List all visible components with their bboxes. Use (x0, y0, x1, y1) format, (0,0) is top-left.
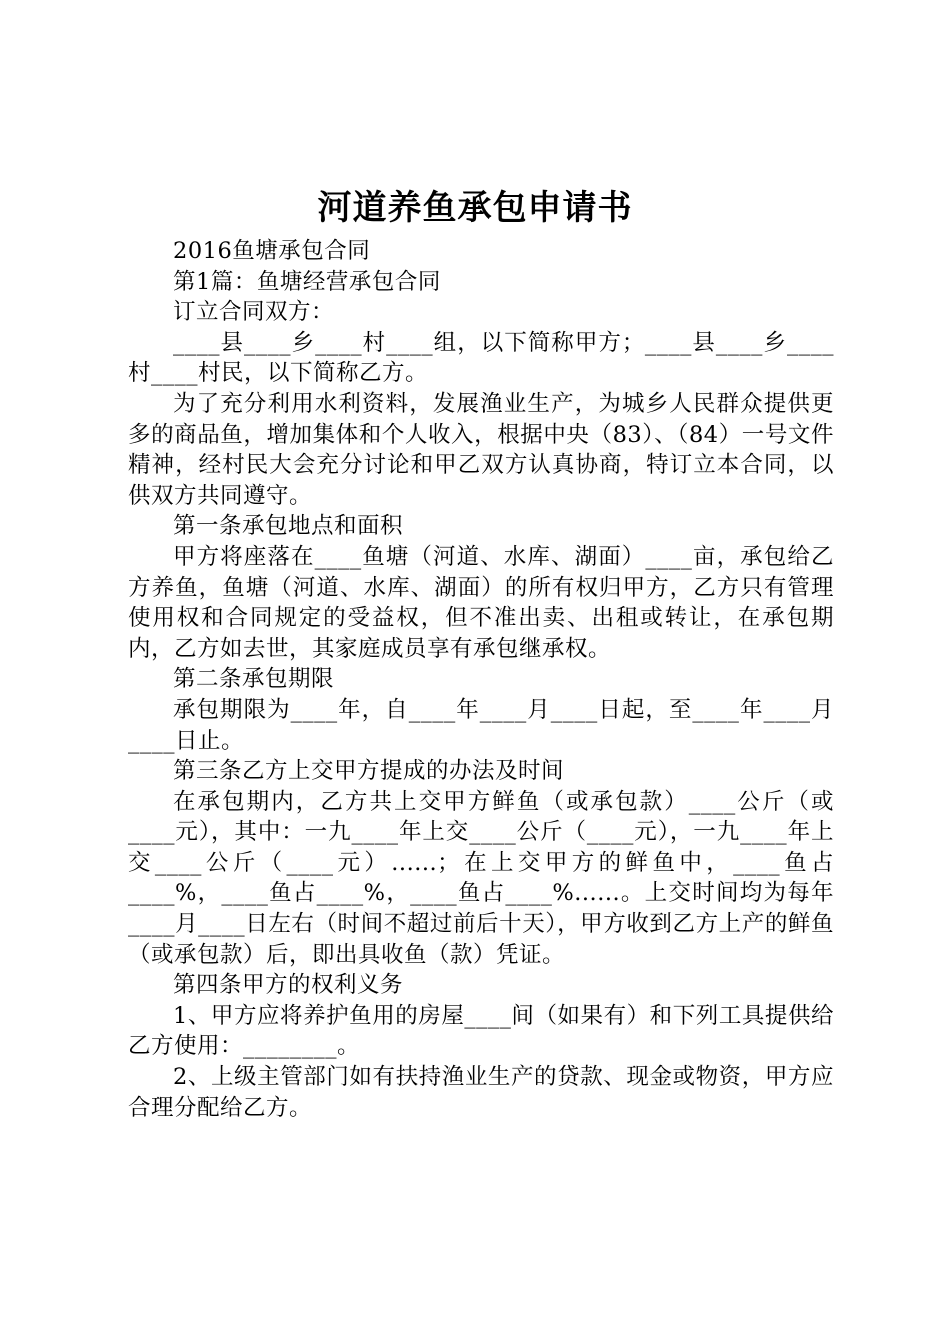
section-4-item-1: 1、甲方应将养护鱼用的房屋____间（如果有）和下列工具提供给乙方使用：________。 (128, 1002, 834, 1060)
section-body-3: 在承包期内，乙方共上交甲方鲜鱼（或承包款）____公斤（或____元），其中：一九____年上交____公斤（____元），一九____年上交____公斤（____元）......；在上交甲方的鲜鱼中，____鱼占____%，____鱼占____%，____鱼占____%......。上交时间均为每年____月____日左右（时间不超过前后十天），甲方收到乙方上产的鲜鱼（或承包款）后，即出具收鱼（款）凭证。 (128, 788, 834, 968)
section-4-item-2: 2、上级主管部门如有扶持渔业生产的贷款、现金或物资，甲方应合理分配给乙方。 (128, 1064, 834, 1121)
paragraph-parties: ____县____乡____村____组，以下简称甲方；____县____乡____村____村民，以下简称乙方。 (128, 329, 834, 387)
section-heading-4: 第四条甲方的权利义务 (173, 972, 404, 999)
paragraph-purpose: 为了充分利用水利资料，发展渔业生产，为城乡人民群众提供更多的商品鱼，增加集体和个人收入，根据中央（83）、（84）一号文件精神，经村民大会充分讨论和甲乙双方认真协商，特订立本合同，以供双方共同遵守。 (128, 390, 834, 509)
section-body-1: 甲方将座落在____鱼塘（河道、水库、湖面）____亩，承包给乙方养鱼，鱼塘（河道、水库、湖面）的所有权归甲方，乙方只有管理使用权和合同规定的受益权，但不准出卖、出租或转让，在承包期内，乙方如去世，其家庭成员享有承包继承权。 (128, 543, 834, 662)
section-heading-3: 第三条乙方上交甲方提成的办法及时间 (173, 758, 565, 785)
section-heading-2: 第二条承包期限 (173, 666, 335, 693)
paragraph-parties-label: 订立合同双方： (173, 299, 335, 326)
section-body-2: 承包期限为____年，自____年____月____日起，至____年____月____日止。 (128, 696, 834, 754)
section-heading-1: 第一条承包地点和面积 (173, 513, 404, 540)
document-body (128, 236, 834, 1123)
document-title: 河道养鱼承包申请书 (317, 188, 633, 228)
paragraph-part-title: 第1篇：鱼塘经营承包合同 (173, 268, 441, 295)
paragraph-heading-year: 2016鱼塘承包合同 (173, 238, 371, 264)
